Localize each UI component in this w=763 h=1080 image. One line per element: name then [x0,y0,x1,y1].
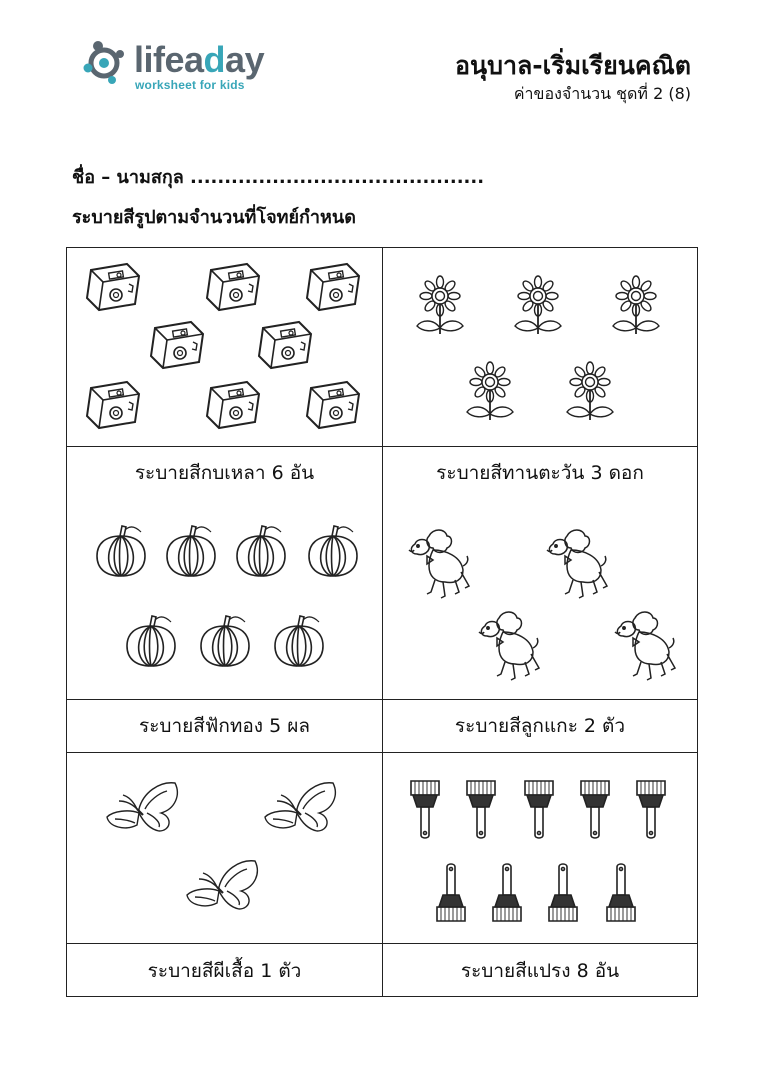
paintbrush-icon[interactable] [437,864,465,921]
paintbrush-icon[interactable] [493,864,521,921]
cell-pumpkins [67,500,382,752]
worksheet-subtitle: ค่าของจำนวน ชุดที่ 2 (8) [513,84,691,103]
pumpkin-icon[interactable] [237,526,285,576]
butterfly-icon[interactable] [107,783,177,831]
paintbrush-icon[interactable] [607,864,635,921]
butterfly-icon[interactable] [265,783,335,831]
paintbrush-icon[interactable] [637,781,665,838]
logo-mark-icon [82,38,132,88]
brand-logo [82,38,282,98]
butterfly-icon[interactable] [187,861,257,909]
paintbrush-icon[interactable] [549,864,577,921]
pencil-sharpener-icon[interactable] [87,264,139,310]
coloring-grid [66,247,698,997]
lamb-icon[interactable] [615,612,675,680]
pumpkin-icon[interactable] [201,616,249,666]
pencil-sharpener-icon[interactable] [307,264,359,310]
cell-caption: ระบายสีฟักทอง 5 ผล [139,714,310,737]
pencil-sharpener-icon[interactable] [307,382,359,428]
cell-caption: ระบายสีกบเหลา 6 อัน [134,462,315,484]
pumpkin-group [67,500,382,699]
pencil-sharpener-icon[interactable] [87,382,139,428]
paintbrush-icon[interactable] [411,781,439,838]
cell-caption: ระบายสีลูกแกะ 2 ตัว [454,714,626,737]
cell-brushes [383,753,697,997]
cell-butterflies [67,753,382,997]
butterfly-group [67,753,382,943]
lamb-icon[interactable] [547,530,607,598]
sunflower-icon[interactable] [613,276,659,334]
logo-tagline: worksheet for kids [135,78,245,92]
cell-lambs [383,500,697,752]
cell-caption: ระบายสีผีเสื้อ 1 ตัว [67,943,382,997]
lamb-group [383,500,697,699]
pencil-sharpener-icon[interactable] [151,322,203,368]
cell-caption: ระบายสีแปรง 8 อัน [383,943,697,997]
sunflower-icon[interactable] [467,362,513,420]
pencil-sharpener-icon[interactable] [207,382,259,428]
pumpkin-icon[interactable] [275,616,323,666]
pumpkin-icon[interactable] [97,526,145,576]
sharpener-group [67,248,382,446]
paintbrush-icon[interactable] [467,781,495,838]
lamb-icon[interactable] [479,612,539,680]
sunflower-icon[interactable] [515,276,561,334]
sunflower-group [383,248,697,446]
worksheet-title: อนุบาล-เริ่มเรียนคณิต [454,51,691,80]
paintbrush-icon[interactable] [581,781,609,838]
name-field-label: ชื่อ – นามสกุล ........................................... [72,167,485,188]
sunflower-icon[interactable] [567,362,613,420]
pumpkin-icon[interactable] [167,526,215,576]
pumpkin-icon[interactable] [127,616,175,666]
cell-sunflowers [383,248,697,500]
cell-caption: ระบายสีทานตะวัน 3 ดอก [436,462,644,484]
instruction-text: ระบายสีรูปตามจำนวนที่โจทย์กำหนด [72,207,356,228]
brush-group [383,753,697,943]
pumpkin-icon[interactable] [309,526,357,576]
pencil-sharpener-icon[interactable] [259,322,311,368]
logo-wordmark: lifeaday [134,39,265,80]
cell-sharpeners [67,248,382,500]
pencil-sharpener-icon[interactable] [207,264,259,310]
sunflower-icon[interactable] [417,276,463,334]
lamb-icon[interactable] [409,530,469,598]
paintbrush-icon[interactable] [525,781,553,838]
